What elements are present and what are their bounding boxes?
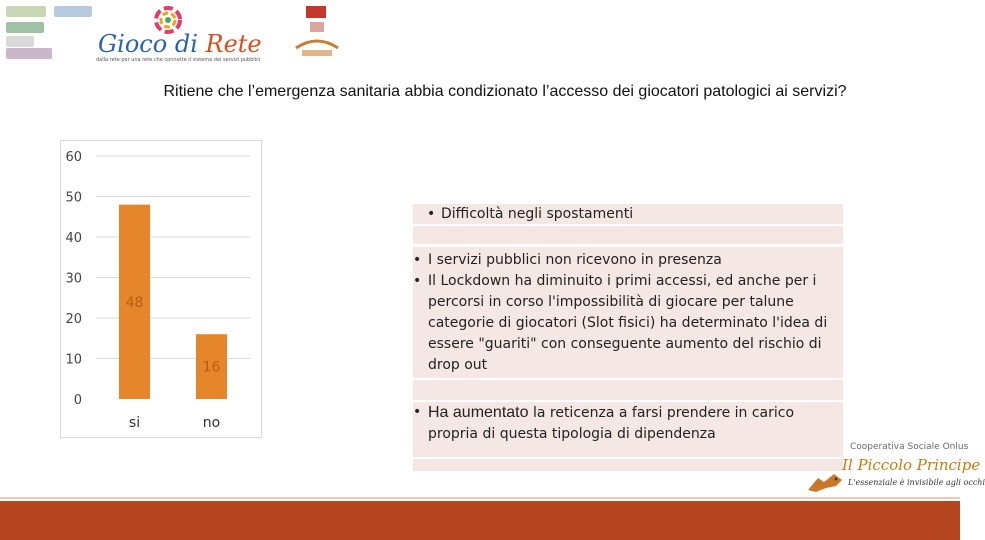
coop-slogan: L'essenziale è invisibile agli occhi xyxy=(848,478,985,487)
coop-header: Cooperativa Sociale Onlus xyxy=(850,442,969,452)
x-tick-label: no xyxy=(202,415,221,431)
bullet-text-3: Il Lockdown ha diminuito i primi accessi, ed anche per i percorsi in corso l'impossibilità di giocare per talune categorie di giocatori (Slot fisici) ha determinato l'idea di essere "guariti" con conseguente aumento del rischio di drop out xyxy=(428,273,828,373)
bullet-text-4-rest: la reticenza a farsi prendere in carico propria di questa tipologia di dipendenza xyxy=(428,405,795,442)
y-tick-label: 20 xyxy=(65,312,82,327)
y-tick-label: 40 xyxy=(65,231,82,246)
bullet-difficolta xyxy=(413,204,843,225)
gioco-di-rete-wordmark: Gioco di Rete xyxy=(98,30,262,58)
bullet-dot: • xyxy=(413,404,422,420)
bullet-ha-aumentato xyxy=(413,402,843,445)
bullet-text-1: Difficoltà negli spostamenti xyxy=(441,206,634,222)
footer-bar xyxy=(0,501,960,540)
y-tick-label: 30 xyxy=(65,271,82,287)
y-tick-label: 50 xyxy=(65,190,82,206)
slide-title: Ritiene che l’emergenza sanitaria abbia condizionato l’accesso dei giocatori patologici ai servizi? xyxy=(163,83,847,100)
highlight-band-2 xyxy=(413,226,843,244)
bullet-list-middle xyxy=(413,250,843,376)
chart-frame xyxy=(61,141,262,438)
highlight-band-6 xyxy=(413,459,843,471)
fox-icon xyxy=(806,470,846,494)
piccolo-principe-logo xyxy=(842,440,985,496)
gioco-di-rete-tagline: dalla rete per una rete che connette il sistema dei servizi pubblici xyxy=(96,57,261,63)
data-label: 16 xyxy=(202,359,221,376)
coop-name: Il Piccolo Principe xyxy=(842,456,981,474)
bullet-dot: • xyxy=(427,206,436,222)
y-tick-label: 0 xyxy=(73,393,82,408)
data-label: 48 xyxy=(125,294,144,311)
y-tick-label: 60 xyxy=(65,150,82,165)
y-tick-label: 10 xyxy=(65,352,82,368)
bullet-dot: • xyxy=(413,252,422,268)
footer-divider xyxy=(0,497,960,499)
bullet-dot: • xyxy=(413,273,422,289)
bullet-text-2: I servizi pubblici non ricevono in presenza xyxy=(428,252,722,268)
highlight-band-4 xyxy=(413,380,843,400)
bullet-text-4-lead: Ha aumentato xyxy=(428,404,529,421)
x-tick-label: si xyxy=(128,415,141,431)
